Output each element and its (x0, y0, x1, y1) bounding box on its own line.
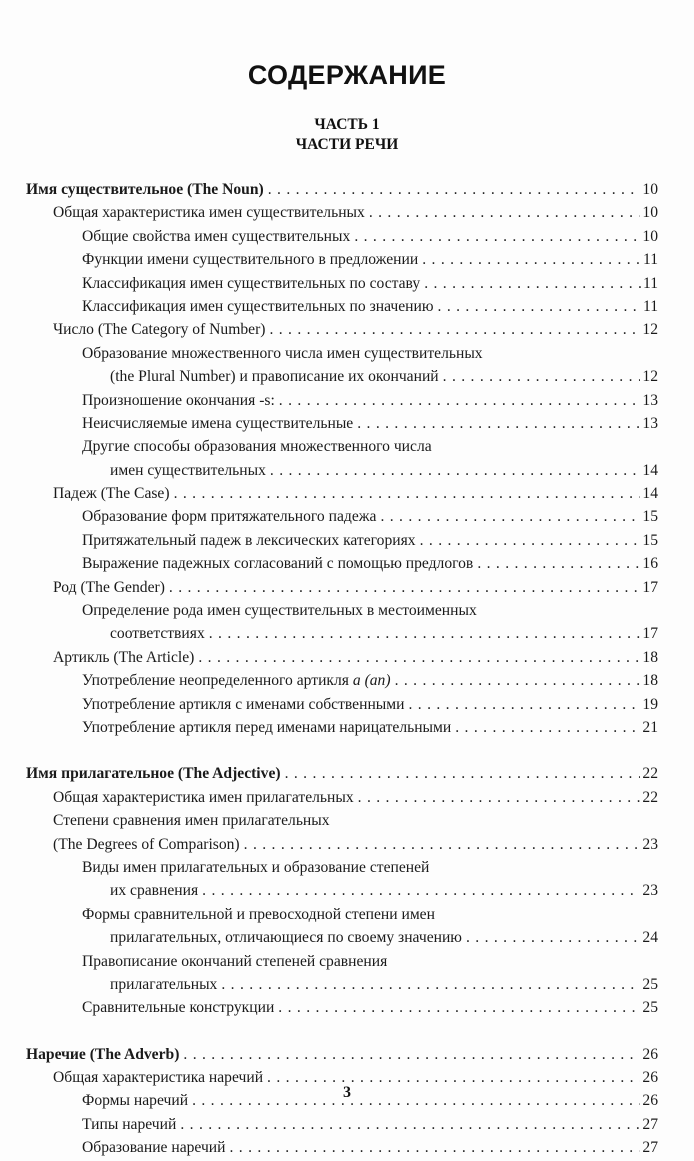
page-title: СОДЕРЖАНИЕ (247, 60, 447, 90)
toc-page-number: 10 (640, 225, 658, 248)
dot-leader (198, 879, 658, 902)
toc-entry[interactable] (0, 716, 694, 739)
toc-page-number: 16 (640, 552, 658, 575)
toc-page-number: 19 (640, 693, 658, 716)
toc-page-number: 23 (640, 833, 658, 856)
dot-leader (434, 295, 658, 318)
toc-entry-label: Общая характеристика имен прилагательных (53, 788, 354, 806)
part-title: ЧАСТИ РЕЧИ (295, 136, 399, 153)
toc-page-number: 15 (640, 505, 658, 528)
toc-entry[interactable] (0, 225, 694, 248)
dot-leader (265, 318, 658, 341)
toc-entry-label: Классификация имен существительных по значению (82, 297, 434, 315)
dot-leader (205, 622, 658, 645)
toc-entry-label: Выражение падежных согласований с помощью предлогов (82, 555, 474, 573)
toc-entry[interactable] (0, 693, 694, 716)
dot-leader (170, 482, 658, 505)
dot-leader (350, 225, 658, 248)
toc-page-number: 18 (640, 646, 658, 669)
toc-entry-label: Степени сравнения имен прилагательных (53, 812, 330, 830)
toc-entry[interactable] (0, 318, 694, 341)
toc-entry-continuation[interactable] (0, 833, 694, 856)
toc-entry-label: Формы наречий (82, 1092, 189, 1110)
toc-entry-label: Типы наречий (82, 1115, 177, 1133)
toc-page-number: 23 (640, 879, 658, 902)
dot-leader (274, 996, 658, 1019)
toc-entry-label: Сравнительные конструкции (82, 999, 275, 1017)
dot-leader (266, 459, 658, 482)
toc-entry-continuation[interactable] (0, 926, 694, 949)
toc-page-number: 25 (640, 973, 658, 996)
toc-entry-label: Формы сравнительной и превосходной степени имен (82, 905, 435, 923)
toc-entry[interactable] (0, 669, 694, 692)
toc-entry-label: Общая характеристика наречий (53, 1069, 264, 1087)
toc-entry-label: Другие способы образования множественного числа (82, 438, 432, 456)
toc-entry[interactable] (0, 996, 694, 1019)
dot-leader (179, 1043, 658, 1066)
toc-page-number: 21 (640, 716, 658, 739)
dot-leader (353, 412, 658, 435)
toc-page-number: 12 (640, 318, 658, 341)
toc-page-number: 15 (640, 529, 658, 552)
toc-page-number: 12 (640, 365, 658, 388)
toc-entry[interactable] (0, 903, 694, 926)
dot-leader (354, 786, 658, 809)
toc-entry-label: Употребление артикля с именами собственными (82, 695, 405, 713)
toc-entry-label: Образование множественного числа имен существительных (82, 344, 483, 362)
toc-entry-label: соответствиях (110, 625, 205, 643)
toc-entry-label: Род (The Gender) (53, 578, 165, 596)
toc-section-noun (0, 178, 694, 739)
toc-entry-label: Общие свойства имен существительных (82, 227, 351, 245)
toc-entry-continuation[interactable] (0, 973, 694, 996)
toc-entry-label: Правописание окончаний степеней сравнения (82, 952, 388, 970)
toc-entry[interactable] (0, 646, 694, 669)
article-example: a (an) (352, 672, 391, 690)
toc-entry[interactable] (0, 412, 694, 435)
toc-entry[interactable] (0, 295, 694, 318)
dot-leader (165, 576, 658, 599)
toc-entry-continuation[interactable] (0, 459, 694, 482)
dot-leader (240, 833, 658, 856)
toc-page-number: 22 (640, 786, 658, 809)
toc-entry-label: Число (The Category of Number) (53, 321, 266, 339)
toc-page-number: 13 (640, 389, 658, 412)
toc-entry-label: Артикль (The Article) (53, 648, 195, 666)
dot-leader (176, 1113, 658, 1136)
toc-entry-label (82, 669, 391, 692)
toc-page-number: 10 (640, 178, 658, 201)
dot-leader (462, 926, 658, 949)
dot-leader (275, 389, 658, 412)
toc-section-adjective (0, 762, 694, 1019)
dot-leader (281, 762, 658, 785)
dot-leader (451, 716, 658, 739)
toc-page-number: 25 (640, 996, 658, 1019)
toc-entry-label: Образование форм притяжательного падежа (82, 508, 377, 526)
toc-entry-label: Притяжательный падеж в лексических категориях (82, 531, 416, 549)
toc-entry-label: Функции имени существительного в предложении (82, 251, 419, 269)
toc-entry-label: Имя существительное (The Noun) (26, 181, 264, 198)
toc-entry[interactable] (0, 809, 694, 832)
toc-entry[interactable] (0, 950, 694, 973)
toc-page-number: 11 (641, 272, 658, 295)
dot-leader (439, 365, 658, 388)
toc-entry-label: прилагательных (110, 975, 218, 993)
toc-heading-adverb[interactable] (0, 1043, 694, 1066)
page-number-footer: 3 (343, 1084, 351, 1101)
dot-leader (194, 646, 658, 669)
toc-entry[interactable] (0, 435, 694, 458)
toc-page-number: 10 (640, 201, 658, 224)
toc-entry-label: Определение рода имен существительных в местоименных (82, 602, 477, 620)
toc-entry-label: Имя прилагательное (The Adjective) (26, 765, 281, 783)
toc-entry-continuation[interactable] (0, 622, 694, 645)
part-number: ЧАСТЬ 1 (314, 116, 380, 133)
toc-page-number: 17 (640, 622, 658, 645)
toc-page-number: 26 (640, 1043, 658, 1066)
toc-entry-label: Наречие (The Adverb) (26, 1045, 180, 1063)
dot-leader (226, 1136, 659, 1159)
toc-page-number: 18 (640, 669, 658, 692)
toc-entry-label: Виды имен прилагательных и образование степеней (82, 858, 430, 876)
dot-leader (264, 178, 658, 201)
toc-entry[interactable] (0, 201, 694, 224)
toc-entry-label: Произношение окончания -s: (82, 391, 275, 409)
toc-page-number: 26 (640, 1089, 658, 1112)
dot-leader (473, 552, 658, 575)
toc-page-number: 22 (640, 762, 658, 785)
toc-heading-adjective[interactable] (0, 762, 694, 785)
dot-leader (217, 973, 658, 996)
toc-entry[interactable] (0, 529, 694, 552)
toc-entry-label: прилагательных, отличающиеся по своему значению (110, 929, 462, 947)
toc-entry-label: имен существительных (110, 461, 266, 479)
toc-entry-label: Употребление артикля перед именами нарицательными (82, 718, 452, 736)
toc-entry-label: Образование наречий (82, 1139, 226, 1157)
toc-entry[interactable] (0, 505, 694, 528)
dot-leader (391, 669, 658, 692)
toc-entry-continuation[interactable] (0, 879, 694, 902)
toc-page-number: 27 (640, 1136, 658, 1159)
toc-entry-label-text: Употребление неопределенного артикля (82, 672, 349, 690)
toc-page-number: 13 (640, 412, 658, 435)
table-of-contents (0, 178, 694, 1160)
toc-entry[interactable] (0, 576, 694, 599)
toc-page-number: 11 (641, 248, 658, 271)
toc-entry-label: Классификация имен существительных по составу (82, 274, 421, 292)
toc-heading-noun[interactable] (0, 178, 694, 201)
toc-entry[interactable] (0, 786, 694, 809)
toc-entry-label: их сравнения (110, 882, 199, 900)
dot-leader (404, 693, 658, 716)
toc-page-number: 26 (640, 1066, 658, 1089)
dot-leader (416, 529, 658, 552)
toc-entry[interactable] (0, 272, 694, 295)
toc-entry-label: Падеж (The Case) (53, 485, 170, 503)
toc-entry-label: (The Degrees of Comparison) (53, 835, 240, 853)
toc-page-number: 27 (640, 1113, 658, 1136)
toc-entry[interactable] (0, 552, 694, 575)
toc-page-number: 24 (640, 926, 658, 949)
toc-entry[interactable] (0, 856, 694, 879)
toc-page-number: 17 (640, 576, 658, 599)
toc-entry[interactable] (0, 1136, 694, 1159)
dot-leader (376, 505, 658, 528)
toc-entry-label: Общая характеристика имен существительных (53, 204, 365, 222)
toc-entry[interactable] (0, 1113, 694, 1136)
toc-page-number: 14 (640, 482, 658, 505)
toc-entry[interactable] (0, 342, 694, 365)
toc-page-number: 11 (641, 295, 658, 318)
toc-entry-continuation[interactable] (0, 365, 694, 388)
toc-entry[interactable] (0, 482, 694, 505)
toc-page-number: 14 (640, 459, 658, 482)
toc-entry[interactable] (0, 599, 694, 622)
toc-entry-label: Неисчисляемые имена существительные (82, 414, 354, 432)
toc-entry[interactable] (0, 248, 694, 271)
toc-entry[interactable] (0, 389, 694, 412)
dot-leader (365, 201, 658, 224)
dot-leader (418, 248, 658, 271)
dot-leader (420, 272, 658, 295)
toc-entry-label: (the Plural Number) и правописание их окончаний (110, 368, 439, 386)
